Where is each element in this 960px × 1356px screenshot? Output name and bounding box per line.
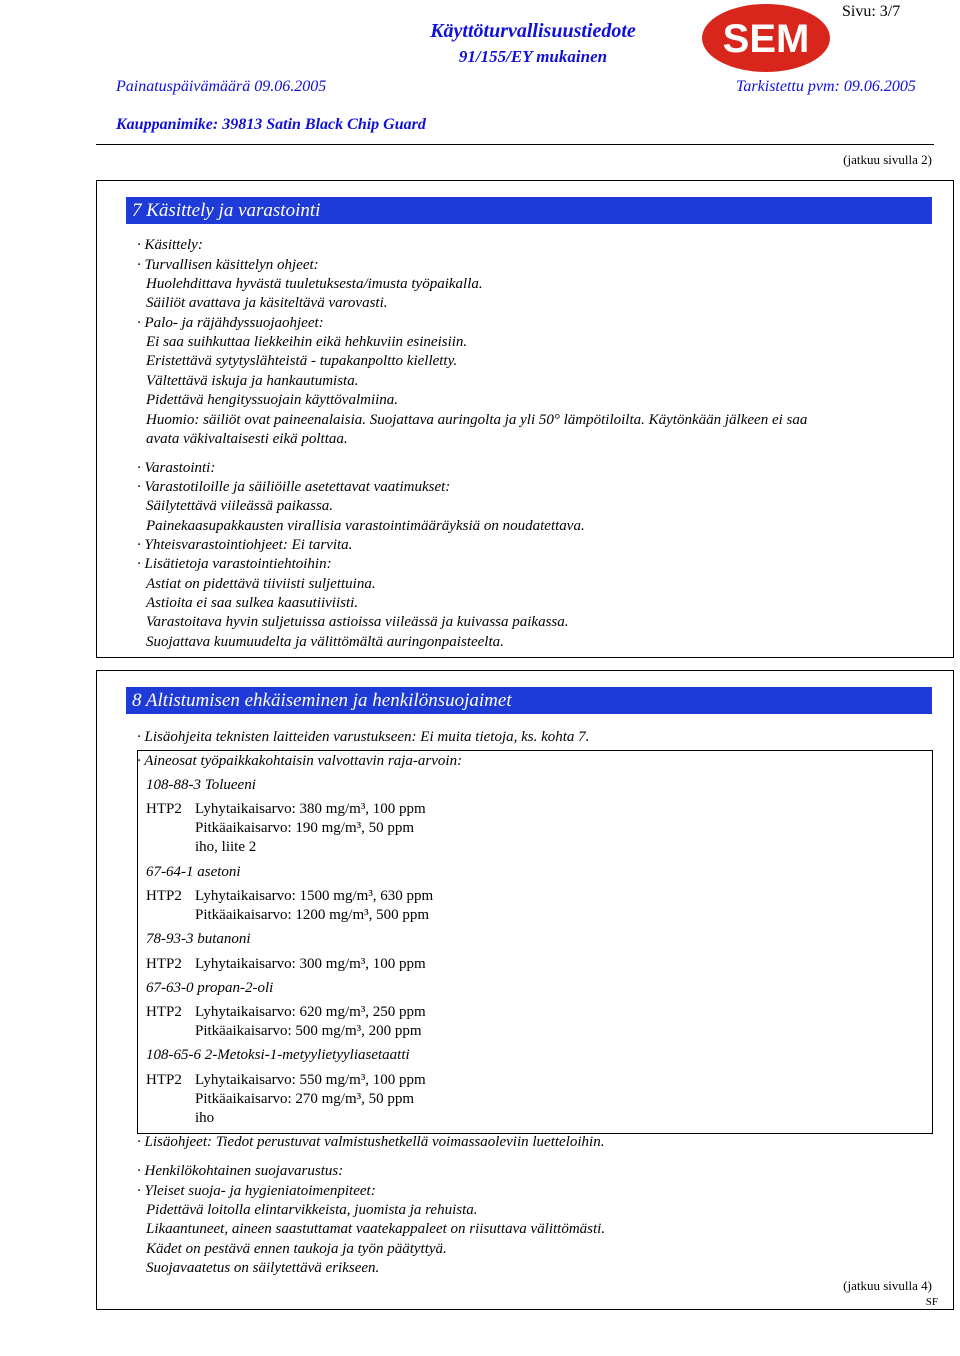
limit-code: HTP2 [146, 801, 182, 817]
limit-value-line: Lyhytaikaisarvo: 380 mg/m³, 100 ppm [195, 801, 426, 817]
substance-name: 67-64-1 asetoni [146, 864, 241, 880]
section-7-title: 7 Käsittely ja varastointi [126, 197, 932, 224]
limit-value-line: Lyhytaikaisarvo: 300 mg/m³, 100 ppm [195, 956, 426, 972]
continued-to-note: (jatkuu sivulla 4) [843, 1278, 932, 1293]
print-date: Painatuspäivämäärä 09.06.2005 [116, 78, 327, 95]
limit-code: HTP2 [146, 888, 182, 904]
language-code: SF [925, 1296, 938, 1308]
product-name: Kauppanimike: 39813 Satin Black Chip Guard [116, 116, 426, 133]
fire-protection-line: Pidettävä hengityssuojain käyttövalmiina. [146, 392, 399, 408]
limit-value-line: Pitkäaikaisarvo: 500 mg/m³, 200 ppm [195, 1023, 422, 1039]
substance-name: 108-65-6 2-Metoksi-1-metyylietyyliasetaatti [146, 1047, 410, 1063]
storage-requirements-label: · Varastotiloille ja säiliöille asetettavat vaatimukset: [137, 479, 451, 495]
limit-code: HTP2 [146, 1004, 182, 1020]
limit-value-line: Pitkäaikaisarvo: 1200 mg/m³, 500 ppm [195, 907, 430, 923]
fire-protection-line: Ei saa suihkuttaa liekkeihin eikä hehkuviin esineisiin. [146, 334, 468, 350]
storage-label: · Varastointi: [137, 460, 216, 476]
sem-logo [700, 2, 832, 74]
hygiene-line: Likaantuneet, aineen saastuttamat vaatekappaleet on riisuttava välittömästi. [146, 1221, 606, 1237]
substance-name: 67-63-0 propan-2-oli [146, 980, 274, 996]
exposure-limits-label: · Aineosat työpaikkakohtaisin valvottavin raja-arvoin: [137, 753, 463, 769]
more-storage-line: Astioita ei saa sulkea kaasutiiviisti. [146, 595, 359, 611]
logo-text: SEM [722, 17, 810, 61]
more-storage-label: · Lisätietoja varastointiehtoihin: [137, 556, 332, 572]
hygiene-label: · Yleiset suoja- ja hygieniatoimenpiteet: [137, 1183, 376, 1199]
joint-storage-value: Ei tarvita. [287, 537, 353, 553]
limit-value-line: Pitkäaikaisarvo: 270 mg/m³, 50 ppm [195, 1091, 415, 1107]
document-subtitle: 91/155/EY mukainen [458, 47, 608, 66]
section-8-title: 8 Altistumisen ehkäiseminen ja henkilönsuojaimet [126, 687, 932, 714]
limit-code: HTP2 [146, 1072, 182, 1088]
safe-handling-line: Säiliöt avattava ja käsiteltävä varovasti. [146, 295, 388, 311]
header-divider [96, 144, 934, 145]
extra-info-label: · Lisäohjeet: [137, 1134, 212, 1150]
substance-name: 108-88-3 Tolueeni [146, 777, 256, 793]
fire-protection-line: Eristettävä sytytyslähteistä - tupakanpoltto kielletty. [146, 353, 458, 369]
safe-handling-line: Huolehdittava hyvästä tuuletuksesta/imusta työpaikalla. [146, 276, 483, 292]
safe-handling-label: · Turvallisen käsittelyn ohjeet: [137, 257, 319, 273]
handling-label: · Käsittely: [137, 237, 203, 253]
checked-date: Tarkistettu pvm: 09.06.2005 [736, 78, 916, 95]
joint-storage-row [137, 536, 352, 555]
limit-value-line: iho, liite 2 [195, 839, 257, 855]
technical-measures-value: Ei muita tietoja, ks. kohta 7. [416, 729, 590, 745]
more-storage-line: Suojattava kuumuudelta ja välittömältä auringonpaisteelta. [146, 634, 504, 650]
technical-measures-row [137, 728, 589, 747]
limit-value-line: Pitkäaikaisarvo: 190 mg/m³, 50 ppm [195, 820, 415, 836]
storage-requirement-line: Painekaasupakkausten virallisia varastointimääräyksiä on noudatettava. [146, 518, 585, 534]
more-storage-line: Astiat on pidettävä tiiviisti suljettuina. [146, 576, 376, 592]
continued-from-note: (jatkuu sivulla 2) [843, 152, 932, 167]
hygiene-line: Pidettävä loitolla elintarvikkeista, juomista ja rehuista. [146, 1202, 478, 1218]
pressure-note-line: avata väkivaltaisesti eikä polttaa. [146, 431, 348, 447]
fire-protection-line: Vältettävä iskuja ja hankautumista. [146, 373, 359, 389]
storage-requirement-line: Säilytettävä viileässä paikassa. [146, 498, 334, 514]
extra-info-value: Tiedot perustuvat valmistushetkellä voimassaoleviin luetteloihin. [212, 1134, 605, 1150]
fire-protection-label: · Palo- ja räjähdyssuojaohjeet: [137, 315, 324, 331]
joint-storage-label: · Yhteisvarastointiohjeet: [137, 537, 288, 553]
limit-code: HTP2 [146, 956, 182, 972]
limit-value-line: iho [195, 1110, 215, 1126]
page-number: Sivu: 3/7 [842, 3, 901, 20]
document-title: Käyttöturvallisuustiedote [430, 20, 636, 42]
substance-name: 78-93-3 butanoni [146, 931, 251, 947]
hygiene-line: Suojavaatetus on säilytettävä erikseen. [146, 1260, 380, 1276]
ppe-label: · Henkilökohtainen suojavarustus: [137, 1163, 344, 1179]
limit-value-line: Lyhytaikaisarvo: 620 mg/m³, 250 ppm [195, 1004, 426, 1020]
more-storage-line: Varastoitava hyvin suljetuissa astioissa viileässä ja kuivassa paikassa. [146, 614, 569, 630]
pressure-note-line: Huomio: säiliöt ovat paineenalaisia. Suojattava auringolta ja yli 50° lämpötiloilta. Käytönkään jälkeen ei saa [146, 412, 808, 428]
extra-info-row [137, 1133, 604, 1152]
limit-value-line: Lyhytaikaisarvo: 1500 mg/m³, 630 ppm [195, 888, 434, 904]
limit-value-line: Lyhytaikaisarvo: 550 mg/m³, 100 ppm [195, 1072, 426, 1088]
hygiene-line: Kädet on pestävä ennen taukoja ja työn päätyttyä. [146, 1241, 447, 1257]
technical-measures-label: · Lisäohjeita teknisten laitteiden varustukseen: [137, 729, 417, 745]
